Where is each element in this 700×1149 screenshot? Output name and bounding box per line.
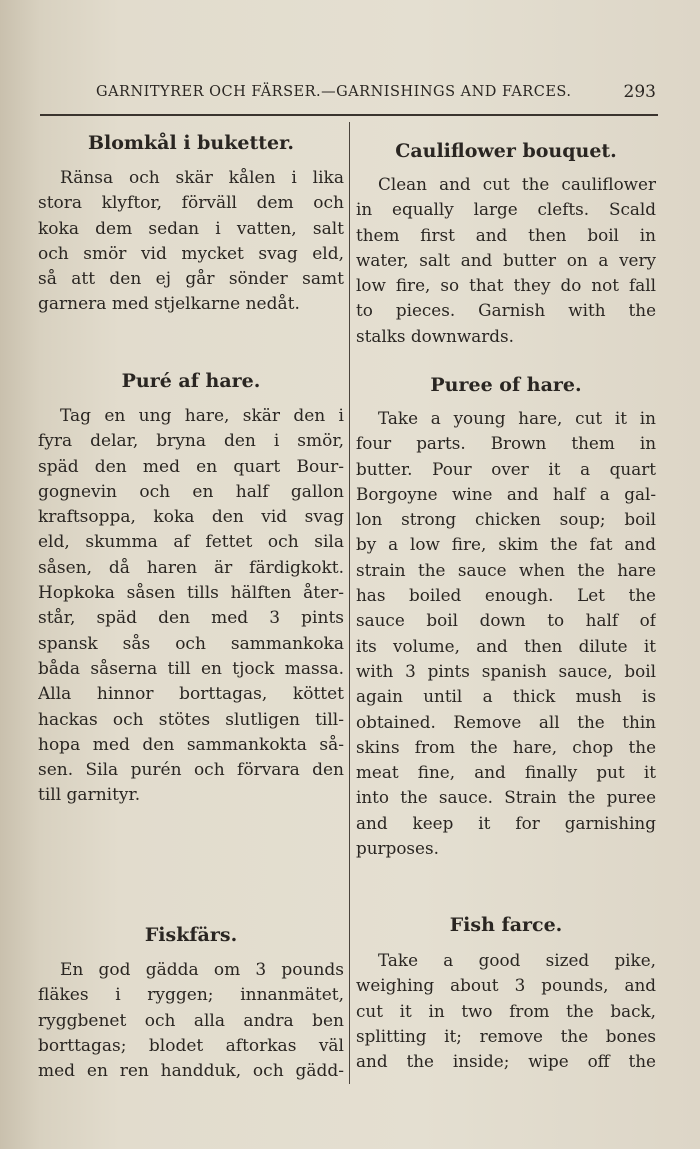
text-line: koka dem sedan i vatten, salt: [38, 218, 344, 239]
text-line: Hopkoka såsen tills hälften åter-: [38, 583, 344, 604]
text-line: fläkes i ryggen; innanmätet,: [38, 985, 344, 1006]
text-line: and the inside; wipe off the: [356, 1051, 656, 1072]
text-line: to pieces. Garnish with the: [356, 300, 656, 321]
text-line: stalks downwards.: [356, 325, 514, 346]
page-number: 293: [623, 82, 656, 102]
text-line: spansk sås och sammankoka: [38, 633, 344, 654]
text-line: butter. Pour over it a quart: [356, 458, 656, 479]
text-line: obtained. Remove all the thin: [356, 711, 656, 732]
section-heading: Blomkål i buketter.: [87, 132, 295, 154]
section-heading: Cauliflower bouquet.: [395, 140, 617, 162]
text-line: späd den med en quart Bour-: [38, 456, 344, 477]
text-line: hackas och stötes slutligen till-: [38, 709, 344, 730]
text-line: garnera med stjelkarne nedåt.: [38, 294, 300, 315]
section-cauliflower: [356, 138, 656, 349]
text-line: skins from the hare, chop the: [356, 736, 656, 757]
text-line: stora klyftor, förväll dem och: [38, 193, 344, 214]
section-puree: [356, 372, 656, 861]
text-line: ryggbenet och alla andra ben: [38, 1010, 344, 1031]
text-line: Ränsa och skär kålen i lika: [60, 168, 344, 188]
section-heading: Fiskfärs.: [144, 924, 238, 946]
text-line: purposes.: [356, 838, 439, 859]
section-fiskfars: [38, 922, 344, 1084]
text-line: in equally large clefts. Scald: [356, 199, 656, 220]
text-line: Clean and cut the cauliflower: [378, 174, 656, 194]
section-pure: [38, 368, 344, 809]
text-line: gognevin och en half gallon: [38, 481, 344, 502]
text-line: Tag en ung hare, skär den i: [60, 406, 344, 426]
text-line: sen. Sila purén och förvara den: [38, 760, 344, 781]
section-heading: Puree of hare.: [430, 374, 582, 396]
running-title: GARNITYRER OCH FÄRSER.—GARNISHINGS AND FARCES.: [96, 84, 572, 100]
text-line: cut it in two from the back,: [356, 1000, 656, 1021]
text-line: splitting it; remove the bones: [356, 1025, 656, 1046]
text-line: såsen, då haren är färdigkokt.: [38, 557, 344, 578]
text-line: båda såserna till en tjock massa.: [38, 658, 344, 679]
text-line: till garnityr.: [38, 785, 141, 806]
text-line: four parts. Brown them in: [356, 433, 656, 454]
text-line: low fire, so that they do not fall: [356, 275, 656, 296]
text-line: into the sauce. Strain the puree: [356, 787, 656, 808]
text-line: står, späd den med 3 pints: [38, 608, 344, 629]
text-line: meat fine, and finally put it: [356, 762, 656, 783]
column-divider: [349, 122, 350, 1084]
text-line: och smör vid mycket svag eld,: [38, 243, 344, 264]
text-line: weighing about 3 pounds, and: [356, 975, 656, 996]
running-header: [96, 84, 656, 100]
text-line: by a low fire, skim the fat and: [356, 534, 656, 555]
text-line: hopa med den sammankokta så-: [38, 734, 344, 755]
text-line: Alla hinnor borttagas, köttet: [38, 684, 344, 705]
section-heading: Fish farce.: [449, 914, 563, 936]
text-line: Take a good sized pike,: [378, 950, 656, 970]
text-line: så att den ej går sönder samt: [38, 269, 344, 290]
text-line: En god gädda om 3 pounds: [60, 960, 344, 980]
text-line: again until a thick mush is: [356, 686, 656, 707]
section-blomkal: [38, 130, 344, 318]
header-rule: [40, 114, 658, 116]
text-line: kraftsoppa, koka den vid svag: [38, 507, 344, 528]
text-line: Take a young hare, cut it in: [378, 408, 656, 428]
text-line: with 3 pints spanish sauce, boil: [356, 660, 656, 681]
text-line: fyra delar, bryna den i smör,: [38, 431, 344, 452]
text-line: them first and then boil in: [356, 224, 656, 245]
text-line: lon strong chicken soup; boil: [356, 509, 656, 530]
text-line: Borgoyne wine and half a gal-: [356, 483, 656, 504]
text-line: eld, skumma af fettet och sila: [38, 532, 344, 553]
text-line: water, salt and butter on a very: [356, 249, 656, 270]
text-line: has boiled enough. Let the: [356, 585, 656, 606]
section-fish-farce: [356, 912, 656, 1074]
text-line: borttagas; blodet aftorkas väl: [38, 1035, 344, 1056]
text-line: strain the sauce when the hare: [356, 559, 656, 580]
section-heading: Puré af hare.: [121, 370, 261, 392]
text-line: med en ren handduk, och gädd-: [38, 1061, 344, 1082]
text-line: sauce boil down to half of: [356, 610, 656, 631]
text-line: and keep it for garnishing: [356, 812, 656, 833]
text-line: its volume, and then dilute it: [356, 635, 656, 656]
